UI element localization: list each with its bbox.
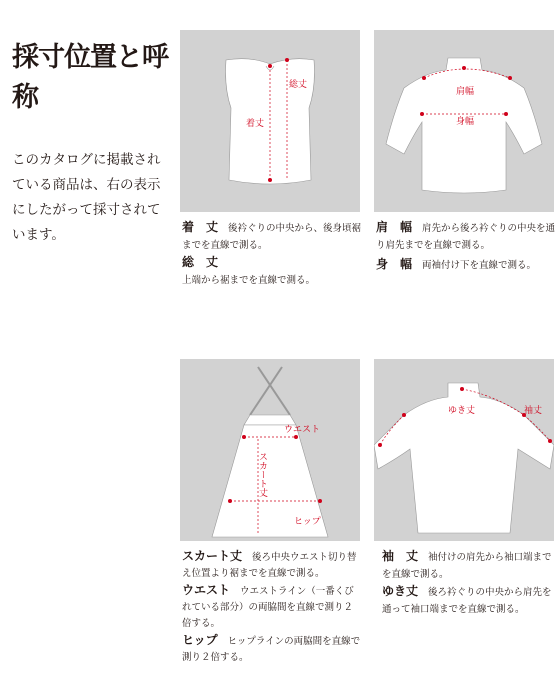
term-katahaba: 肩 幅 xyxy=(376,220,413,234)
desc-item xyxy=(182,582,362,632)
tshirt-illustration xyxy=(180,30,360,212)
tshirt-desc xyxy=(182,219,362,289)
kitake-label: 着丈 xyxy=(246,119,265,129)
text-katahaba: 肩先から後ろ衿ぐりの中央を通り肩先までを直線で測る。 xyxy=(376,223,556,251)
desc-item xyxy=(182,548,362,582)
desc-item xyxy=(182,219,362,254)
term-mihaba: 身 幅 xyxy=(376,257,413,271)
strap-right xyxy=(250,367,282,415)
point-shoulder-left xyxy=(422,76,426,80)
strap-left xyxy=(258,367,290,415)
desc-item xyxy=(182,254,362,272)
point-cuff-left xyxy=(378,443,382,447)
dress-illustration xyxy=(180,359,360,541)
shoulder-photo xyxy=(374,30,554,212)
sleeve-illustration xyxy=(374,359,554,541)
point-shoulder-left xyxy=(402,413,406,417)
text-mihaba: 両袖付け下を直線で測る。 xyxy=(422,260,537,271)
desc-item xyxy=(182,632,362,666)
sodetake-label: 袖丈 xyxy=(524,406,543,416)
desc-item xyxy=(382,583,554,618)
point-hem xyxy=(268,178,272,182)
page-title: 採寸位置と呼称 xyxy=(12,42,168,113)
sodake-label: 総丈 xyxy=(289,80,308,90)
skirt-label: スカート丈 xyxy=(257,452,267,497)
point-waist-right xyxy=(294,435,298,439)
desc-item xyxy=(182,272,362,289)
term-waist: ウエスト xyxy=(182,583,231,597)
text-skirt: 後ろ中央ウエスト切り替え位置より裾までを直線で測る。 xyxy=(182,552,357,579)
point-cuff-right xyxy=(548,439,552,443)
term-yukitake: ゆき丈 xyxy=(382,584,419,598)
point-neck xyxy=(460,387,464,391)
desc-item xyxy=(376,219,556,254)
text-waist: ウエストライン（一番くびれている部分）の両脇間を直線で測り２倍する。 xyxy=(182,586,354,629)
term-kitake: 着 丈 xyxy=(182,220,219,234)
yukitake-label: ゆき丈 xyxy=(448,406,476,416)
desc-item xyxy=(376,256,556,274)
mihaba-label: 身幅 xyxy=(456,117,475,127)
waist-label: ウエスト xyxy=(284,425,321,435)
text-sodetake: 袖付けの肩先から袖口端までを直線で測る。 xyxy=(382,552,552,580)
term-sodake: 総 丈 xyxy=(182,255,219,269)
point-neck xyxy=(462,66,466,70)
desc-item xyxy=(382,548,554,583)
sleeve-desc xyxy=(382,548,554,618)
intro-text: このカタログに掲載されている商品は、右の表示にしたがって採寸されています。 xyxy=(12,152,161,243)
point-waist-left xyxy=(242,435,246,439)
text-sodake: 上端から裾までを直線で測る。 xyxy=(182,275,316,286)
shoulder-illustration xyxy=(374,30,554,212)
text-kitake: 後衿ぐりの中央から、後身頃裾までを直線で測る。 xyxy=(182,223,362,251)
dress-desc xyxy=(182,548,362,666)
shoulder-desc xyxy=(376,219,556,274)
katahaba-label: 肩幅 xyxy=(456,87,475,97)
tshirt-shape xyxy=(226,59,315,184)
point-neck xyxy=(268,64,272,68)
point-top xyxy=(285,58,289,62)
term-skirt: スカート丈 xyxy=(182,549,243,563)
point-hip-left xyxy=(228,499,232,503)
point-armpit-left xyxy=(420,112,424,116)
text-hip: ヒップラインの両脇間を直線で測り２倍する。 xyxy=(182,636,361,663)
dress-photo xyxy=(180,359,360,541)
term-sodetake: 袖 丈 xyxy=(382,549,419,563)
tshirt-photo xyxy=(180,30,360,212)
dress-bodice xyxy=(244,415,296,425)
point-shoulder-right xyxy=(508,76,512,80)
sleeve-photo xyxy=(374,359,554,541)
text-yukitake: 後ろ衿ぐりの中央から肩先を通って袖口端までを直線で測る。 xyxy=(382,587,552,615)
point-hip-right xyxy=(318,499,322,503)
point-armpit-right xyxy=(504,112,508,116)
term-hip: ヒップ xyxy=(182,633,218,647)
hip-label: ヒップ xyxy=(294,517,321,527)
